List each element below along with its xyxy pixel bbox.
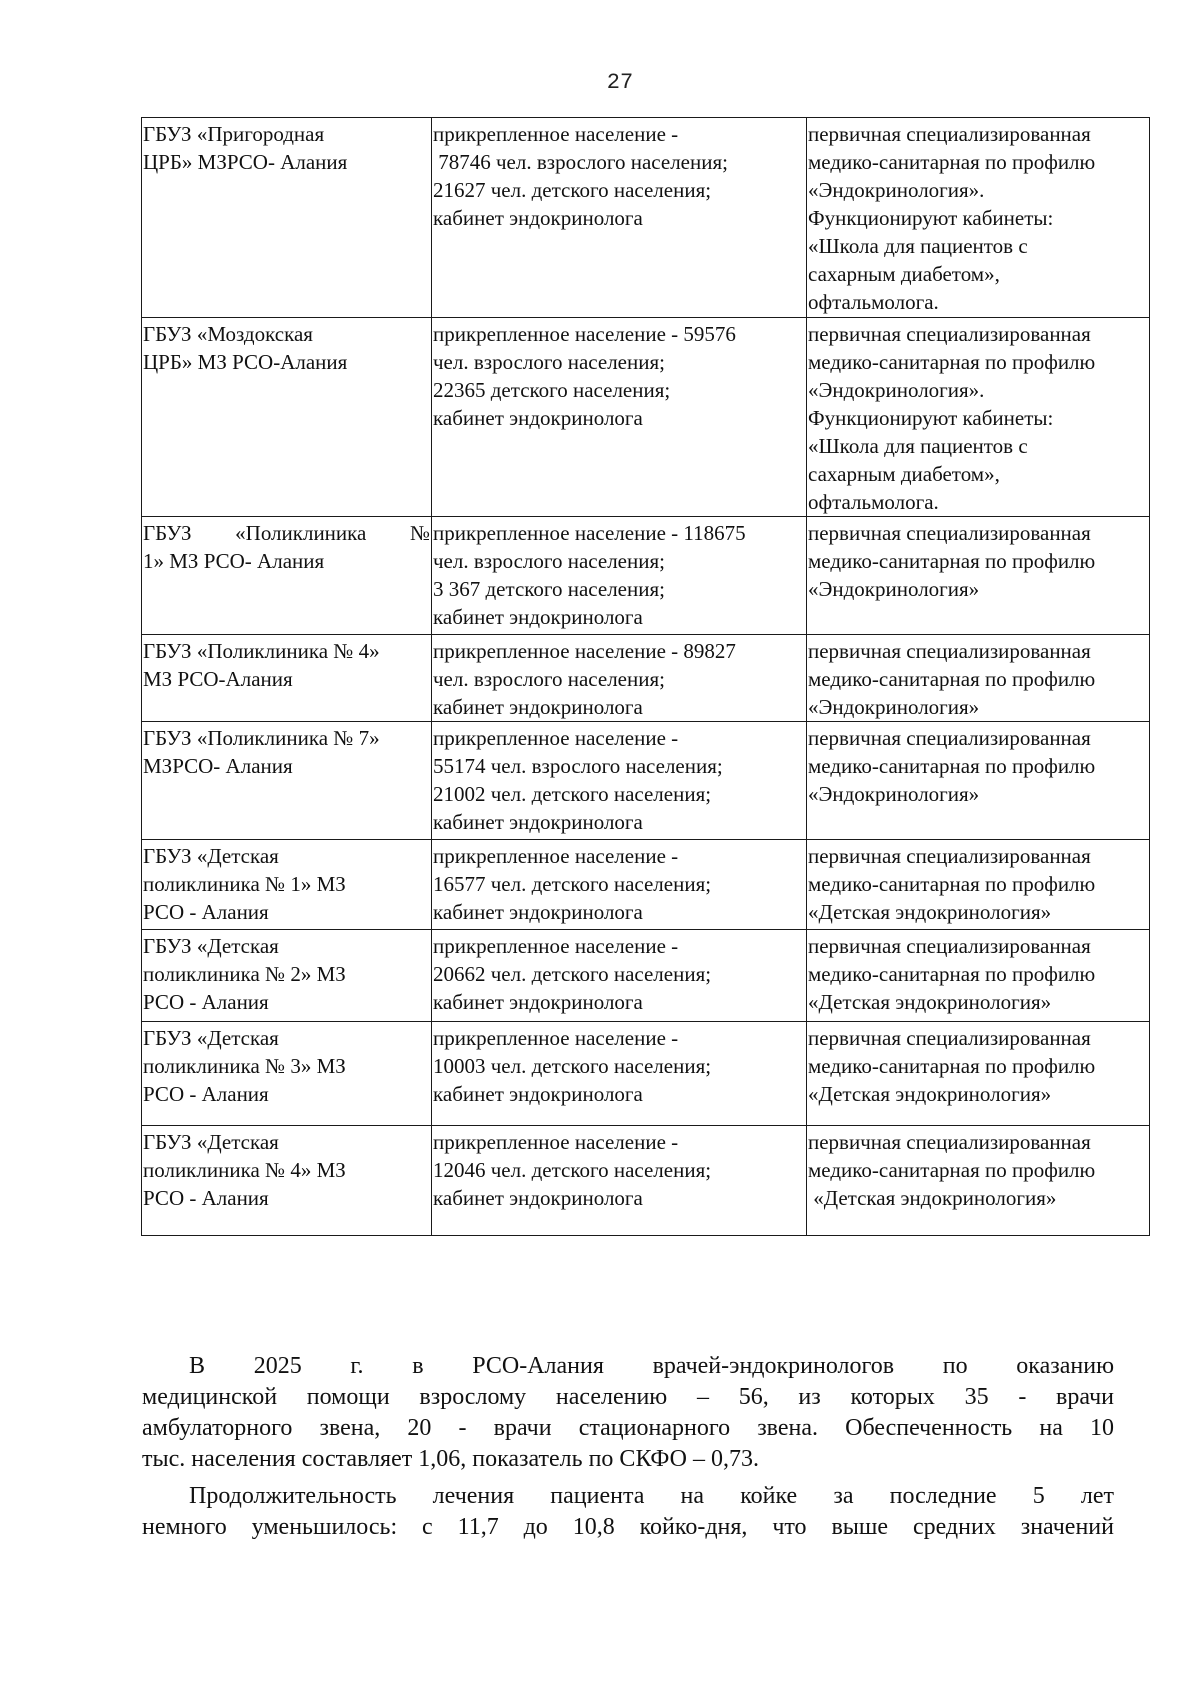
cell-line: поликлиника № 4» МЗ <box>143 1158 346 1182</box>
cell-line: 20662 чел. детского населения; <box>433 962 712 986</box>
institution-cell <box>142 118 432 318</box>
population-cell <box>432 1126 807 1236</box>
table-row <box>142 318 1150 517</box>
cell-line: поликлиника № 1» МЗ <box>143 872 346 896</box>
institution-cell <box>142 930 432 1022</box>
body-text <box>142 1351 1114 1543</box>
care-type-cell <box>807 318 1150 517</box>
care-type-cell <box>807 118 1150 318</box>
cell-line: «Эндокринология» <box>808 695 980 719</box>
cell-line: прикрепленное население - <box>433 934 679 958</box>
institutions-table <box>141 117 1150 1236</box>
care-type-cell <box>807 517 1150 635</box>
cell-line: РСО - Алания <box>143 990 269 1014</box>
cell-line: чел. взрослого населения; <box>433 549 665 573</box>
cell-line: прикрепленное население - 59576 <box>433 322 736 346</box>
population-cell <box>432 118 807 318</box>
cell-line: сахарным диабетом», <box>808 462 1000 486</box>
institution-cell <box>142 318 432 517</box>
cell-line: «Детская эндокринология» <box>808 900 1052 924</box>
cell-line: Функционируют кабинеты: <box>808 406 1054 430</box>
cell-line: «Школа для пациентов с <box>808 234 1028 258</box>
cell-line: РСО - Алания <box>143 900 269 924</box>
cell-line: первичная специализированная <box>808 934 1091 958</box>
paragraph-line: Продолжительность лечения пациента на койке за последние 5 лет <box>189 1483 1114 1509</box>
paragraph-line: тыс. населения составляет 1,06, показатель по СКФО – 0,73. <box>142 1446 759 1472</box>
cell-line: «Детская эндокринология» <box>808 990 1052 1014</box>
cell-line: кабинет эндокринолога <box>433 900 643 924</box>
population-cell <box>432 722 807 840</box>
cell-line: кабинет эндокринолога <box>433 605 643 629</box>
institution-cell <box>142 840 432 930</box>
population-cell <box>432 517 807 635</box>
cell-line: 3 367 детского населения; <box>433 577 665 601</box>
care-type-cell <box>807 1022 1150 1126</box>
cell-line: 22365 детского населения; <box>433 378 671 402</box>
cell-line: «Эндокринология». <box>808 178 985 202</box>
cell-line: чел. взрослого населения; <box>433 667 665 691</box>
cell-line: ГБУЗ «Детская <box>143 844 279 868</box>
cell-line: ГБУЗ «Детская <box>143 934 279 958</box>
cell-line: ГБУЗ «Поликлиника № <box>143 521 430 545</box>
cell-line: прикрепленное население - <box>433 1026 679 1050</box>
cell-line: первичная специализированная <box>808 322 1091 346</box>
cell-line: медико-санитарная по профилю <box>808 754 1096 778</box>
population-cell <box>432 840 807 930</box>
cell-line: «Эндокринология». <box>808 378 985 402</box>
cell-line: МЗ РСО-Алания <box>143 667 293 691</box>
cell-line: ГБУЗ «Пригородная <box>143 122 325 146</box>
cell-line: медико-санитарная по профилю <box>808 549 1096 573</box>
cell-line: медико-санитарная по профилю <box>808 150 1096 174</box>
cell-line: медико-санитарная по профилю <box>808 667 1096 691</box>
institution-cell <box>142 635 432 722</box>
cell-line: медико-санитарная по профилю <box>808 350 1096 374</box>
cell-line: 10003 чел. детского населения; <box>433 1054 712 1078</box>
population-cell <box>432 1022 807 1126</box>
cell-line: ГБУЗ «Поликлиника № 7» <box>143 726 380 750</box>
cell-line: первичная специализированная <box>808 521 1091 545</box>
cell-line: медико-санитарная по профилю <box>808 962 1096 986</box>
paragraph-line: амбулаторного звена, 20 - врачи стационарного звена. Обеспеченность на 10 <box>142 1415 1114 1441</box>
institution-cell <box>142 722 432 840</box>
cell-line: чел. взрослого населения; <box>433 350 665 374</box>
cell-line: кабинет эндокринолога <box>433 1186 643 1210</box>
institution-cell <box>142 1126 432 1236</box>
cell-line: прикрепленное население - <box>433 122 679 146</box>
cell-line: поликлиника № 2» МЗ <box>143 962 346 986</box>
table-row <box>142 118 1150 318</box>
cell-line: медико-санитарная по профилю <box>808 872 1096 896</box>
care-type-cell <box>807 635 1150 722</box>
cell-line: поликлиника № 3» МЗ <box>143 1054 346 1078</box>
paragraph <box>142 1481 1114 1543</box>
cell-line: ГБУЗ «Детская <box>143 1026 279 1050</box>
cell-line: офтальмолога. <box>808 490 939 514</box>
care-type-cell <box>807 930 1150 1022</box>
cell-line: ГБУЗ «Моздокская <box>143 322 313 346</box>
cell-line: медико-санитарная по профилю <box>808 1158 1096 1182</box>
cell-line: сахарным диабетом», <box>808 262 1000 286</box>
table-row <box>142 722 1150 840</box>
cell-line: первичная специализированная <box>808 1130 1091 1154</box>
care-type-cell <box>807 840 1150 930</box>
cell-line: прикрепленное население - 89827 <box>433 639 736 663</box>
cell-line: первичная специализированная <box>808 1026 1091 1050</box>
cell-line: кабинет эндокринолога <box>433 990 643 1014</box>
cell-line: ЦРБ» МЗ РСО-Алания <box>143 350 348 374</box>
cell-line: кабинет эндокринолога <box>433 810 643 834</box>
cell-line: «Эндокринология» <box>808 782 980 806</box>
cell-line: офтальмолога. <box>808 290 939 314</box>
cell-line: «Эндокринология» <box>808 577 980 601</box>
cell-line: «Детская эндокринология» <box>808 1082 1052 1106</box>
cell-line: 55174 чел. взрослого населения; <box>433 754 723 778</box>
table-row <box>142 635 1150 722</box>
paragraph <box>142 1351 1114 1475</box>
cell-line: 16577 чел. детского населения; <box>433 872 712 896</box>
cell-line: прикрепленное население - 118675 <box>433 521 746 545</box>
cell-line: 21627 чел. детского населения; <box>433 178 712 202</box>
cell-line: первичная специализированная <box>808 639 1091 663</box>
cell-line: медико-санитарная по профилю <box>808 1054 1096 1078</box>
care-type-cell <box>807 1126 1150 1236</box>
table-row <box>142 840 1150 930</box>
cell-line: РСО - Алания <box>143 1082 269 1106</box>
table-row <box>142 517 1150 635</box>
cell-line: кабинет эндокринолога <box>433 695 643 719</box>
cell-line: кабинет эндокринолога <box>433 206 643 230</box>
cell-line: 21002 чел. детского населения; <box>433 782 712 806</box>
cell-line: РСО - Алания <box>143 1186 269 1210</box>
paragraph-line: медицинской помощи взрослому населению – 56, из которых 35 - врачи <box>142 1384 1114 1410</box>
cell-line: ГБУЗ «Детская <box>143 1130 279 1154</box>
table-row <box>142 930 1150 1022</box>
cell-line: первичная специализированная <box>808 122 1091 146</box>
cell-line: прикрепленное население - <box>433 1130 679 1154</box>
institution-cell <box>142 1022 432 1126</box>
institution-cell <box>142 517 432 635</box>
paragraph-line: В 2025 г. в РСО-Алания врачей-эндокринологов по оказанию <box>189 1353 1114 1379</box>
cell-line: кабинет эндокринолога <box>433 406 643 430</box>
cell-line: ЦРБ» МЗРСО- Алания <box>143 150 348 174</box>
cell-line: первичная специализированная <box>808 726 1091 750</box>
cell-line: ГБУЗ «Поликлиника № 4» <box>143 639 380 663</box>
cell-line: кабинет эндокринолога <box>433 1082 643 1106</box>
page-number: 27 <box>606 70 634 95</box>
population-cell <box>432 318 807 517</box>
cell-line: «Детская эндокринология» <box>808 1186 1057 1210</box>
care-type-cell <box>807 722 1150 840</box>
cell-line: первичная специализированная <box>808 844 1091 868</box>
population-cell <box>432 635 807 722</box>
cell-line: 1» МЗ РСО- Алания <box>143 549 325 573</box>
table-row <box>142 1022 1150 1126</box>
cell-line: «Школа для пациентов с <box>808 434 1028 458</box>
cell-line: 12046 чел. детского населения; <box>433 1158 712 1182</box>
cell-line: прикрепленное население - <box>433 844 679 868</box>
cell-line: 78746 чел. взрослого населения; <box>433 150 728 174</box>
cell-line: Функционируют кабинеты: <box>808 206 1054 230</box>
table-row <box>142 1126 1150 1236</box>
paragraph-line: немного уменьшилось: с 11,7 до 10,8 койко-дня, что выше средних значений <box>142 1514 1114 1540</box>
cell-line: МЗРСО- Алания <box>143 754 293 778</box>
population-cell <box>432 930 807 1022</box>
cell-line: прикрепленное население - <box>433 726 679 750</box>
